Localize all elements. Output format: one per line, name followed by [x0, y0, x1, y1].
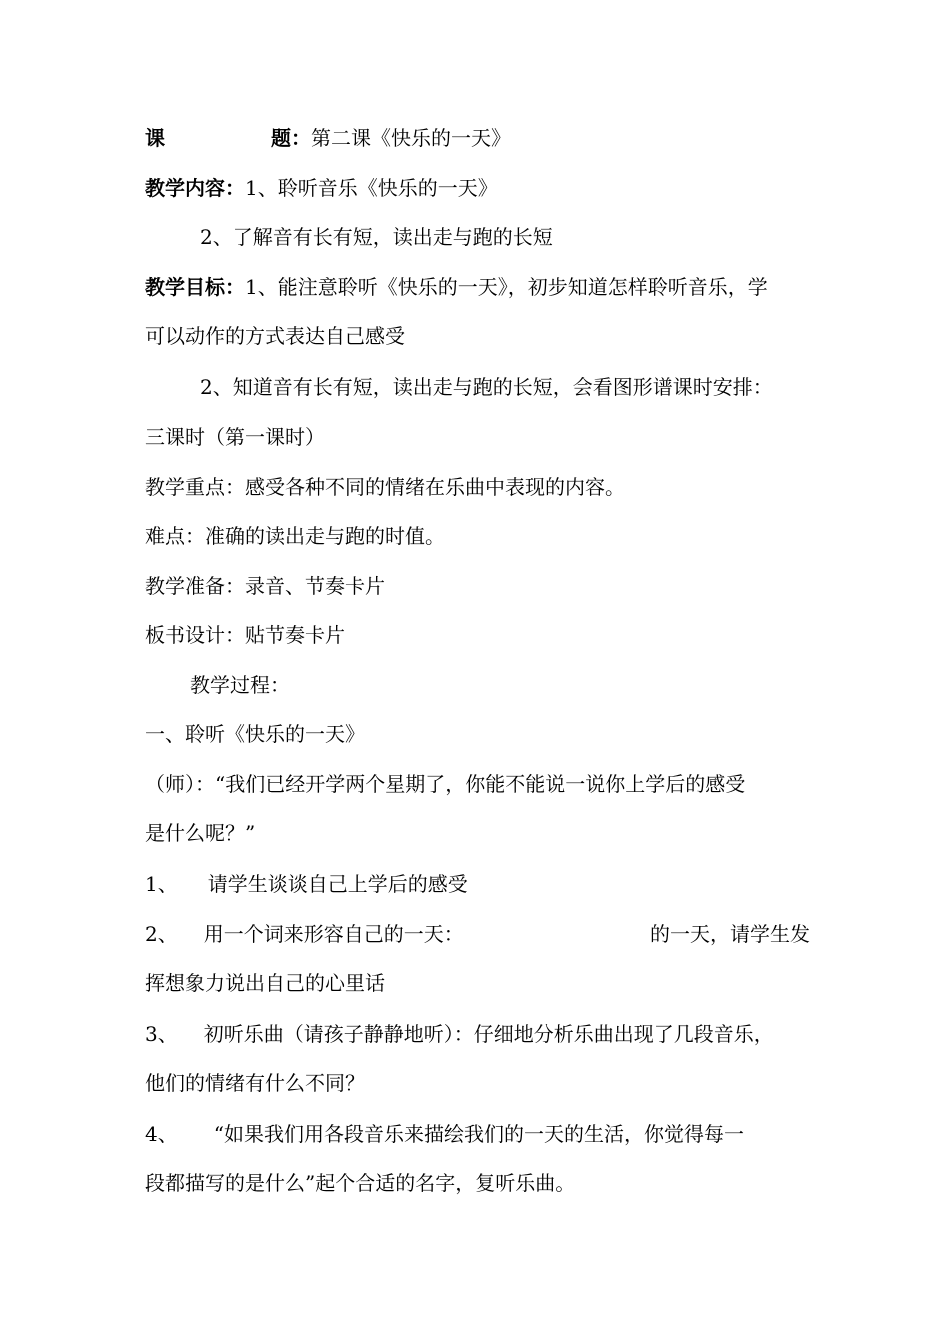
content-line-2: [200, 223, 865, 251]
goals-text-3: 2、知道音有长有短，读出走与跑的长短，会看图形谱课时安排：: [200, 375, 773, 399]
step-text: “如果我们用各段音乐来描绘我们的一天的生活，你觉得每一: [213, 1122, 744, 1146]
title-label-char2: 题：: [271, 126, 311, 150]
step-2-continuation: 挥想象力说出自己的心里话: [145, 971, 385, 995]
lesson-title-line: [145, 124, 810, 152]
content-label: 教学内容：: [145, 176, 245, 200]
goals-line-2: [145, 322, 810, 350]
step-number: 4、: [145, 1122, 178, 1146]
goals-line-1: [145, 273, 810, 301]
key-point: 教学重点：感受各种不同的情绪在乐曲中表现的内容。: [145, 475, 625, 499]
goals-text-2: 可以动作的方式表达自己感受: [145, 324, 405, 348]
step-number: 1、: [145, 872, 178, 896]
step-4-continuation: 段都描写的是什么”起个合适的名字，复听乐曲。: [145, 1171, 576, 1195]
teacher-quote-line-1: （师）：“我们已经开学两个星期了，你能不能说一说你上学后的感受: [145, 772, 746, 796]
section-1-title: 一、聆听《快乐的一天》: [145, 722, 365, 746]
goals-label: 教学目标：: [145, 275, 245, 299]
step-1: [145, 870, 810, 898]
step-2-left: [145, 920, 464, 948]
process-title: 教学过程：: [190, 673, 290, 697]
content-item-1: 1、聆听音乐《快乐的一天》: [245, 176, 498, 200]
step-2: [145, 920, 810, 948]
step-number: 3、: [145, 1022, 178, 1046]
content-item-2: 2、了解音有长有短，读出走与跑的长短: [200, 225, 553, 249]
lesson-title: 第二课《快乐的一天》: [311, 126, 511, 150]
board-design: 板书设计：贴节奏卡片: [145, 623, 345, 647]
goals-line-4: [145, 423, 810, 451]
step-text: 用一个词来形容自己的一天：: [203, 922, 464, 946]
step-4: [145, 1120, 810, 1148]
preparation: 教学准备：录音、节奏卡片: [145, 574, 385, 598]
goals-text-4: 三课时（第一课时）: [145, 425, 325, 449]
goals-line-3: [200, 373, 865, 401]
title-label-char1: 课: [145, 126, 165, 150]
step-number: 2、: [145, 922, 178, 946]
difficulty: 难点：准确的读出走与跑的时值。: [145, 524, 445, 548]
step-3: [145, 1020, 810, 1048]
step-text: 请学生谈谈自己上学后的感受: [207, 872, 468, 896]
goals-text-1: 1、能注意聆听《快乐的一天》，初步知道怎样聆听音乐，学: [245, 275, 768, 299]
content-line-1: [145, 174, 810, 202]
teacher-quote-line-2: 是什么呢？”: [145, 821, 256, 845]
step-3-continuation: 他们的情绪有什么不同？: [145, 1071, 365, 1095]
step-text-after-blank: 的一天，请学生发: [650, 922, 810, 946]
step-text: 初听乐曲（请孩子静静地听）：仔细地分析乐曲出现了几段音乐，: [203, 1022, 774, 1046]
